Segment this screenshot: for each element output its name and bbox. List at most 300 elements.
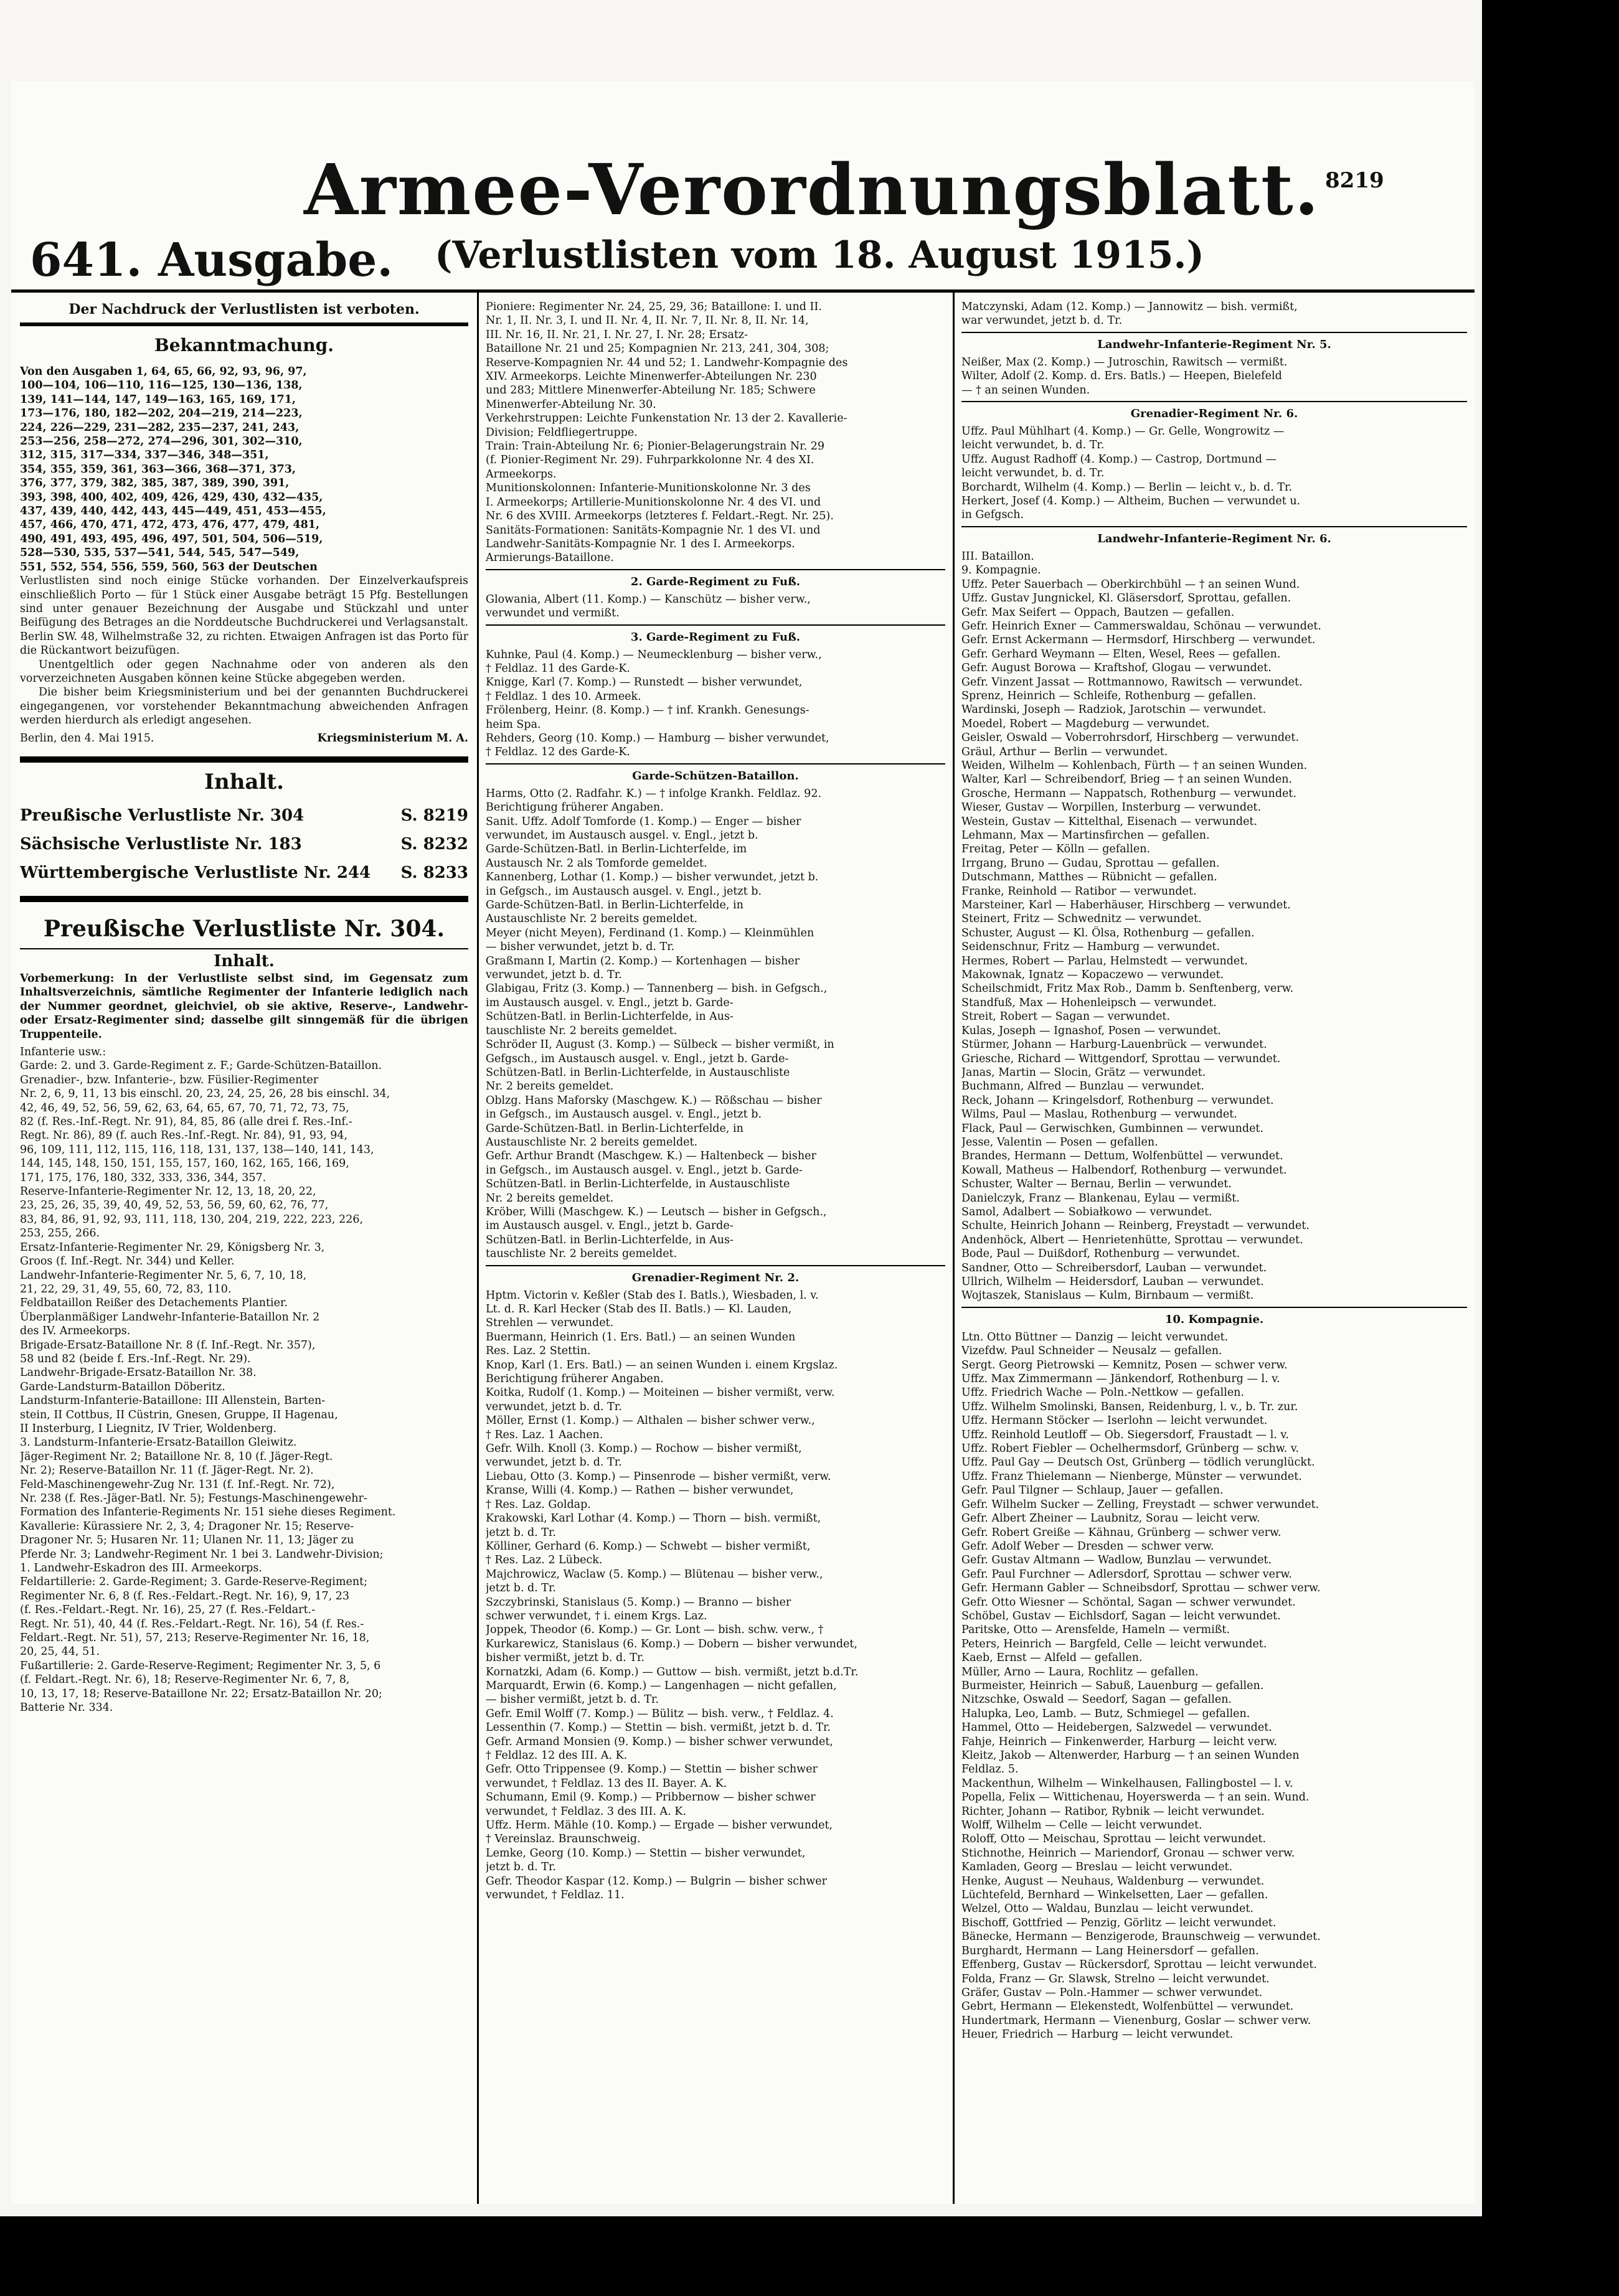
contents-title: Inhalt. [204, 769, 284, 794]
text-line: verwundet, † Feldlaz. 3 des III. A. K. [486, 1805, 686, 1818]
section-heading: Grenadier-Regiment Nr. 2. [631, 1271, 800, 1284]
text-line: 20, 25, 44, 51. [20, 1645, 100, 1658]
section-heading: 2. Garde-Regiment zu Fuß. [630, 575, 801, 588]
text-line: Schützen-Batl. in Berlin-Lichterfelde, in Austauschliste [486, 1066, 790, 1079]
text-line: Hundertmark, Hermann — Vienenburg, Goslar — schwer verw. [961, 2014, 1311, 2027]
text-line: Bischoff, Gottfried — Penzig, Görlitz — leicht verwundet. [961, 1916, 1277, 1929]
contents-entry [20, 859, 468, 887]
text-line: Richter, Johann — Ratibor, Rybnik — leicht verwundet. [961, 1805, 1265, 1818]
text-line: Knop, Karl (1. Ers. Batl.) — an seinen Wunden i. einem Krgslaz. [486, 1358, 838, 1371]
text-line: Gefr. Albert Zheiner — Laubnitz, Sorau — leicht verw. [961, 1512, 1260, 1525]
text-line: Kamladen, Georg — Breslau — leicht verwundet. [961, 1861, 1233, 1874]
page-number: 8219 [1325, 168, 1384, 193]
masthead-title: Armee-Verordnungsblatt. [304, 149, 1320, 231]
text-line: Kuhnke, Paul (4. Komp.) — Neumecklenburg — bisher verw., [486, 648, 822, 661]
text-line: Buermann, Heinrich (1. Ers. Batl.) — an seinen Wunden [486, 1330, 796, 1343]
text-line: Majchrowicz, Waclaw (5. Komp.) — Blütenau — bisher verw., [486, 1568, 823, 1581]
text-line: Scheilschmidt, Fritz Max Rob., Damm b. Senftenberg, verw. [961, 982, 1294, 995]
text-line: Freitag, Peter — Kölln — gefallen. [961, 843, 1151, 856]
section-heading: Landwehr-Infanterie-Regiment Nr. 6. [1097, 532, 1331, 545]
masthead-subtitle: (Verlustlisten vom 18. August 1915.) [435, 233, 1204, 277]
announcement-title: Bekanntmachung. [154, 335, 334, 355]
text-line: verwundet, jetzt b. d. Tr. [486, 1456, 622, 1469]
text-line: Feldart.-Regt. Nr. 51), 57, 213; Reserve-Regimenter Nr. 16, 18, [20, 1632, 370, 1645]
text-line: Popella, Felix — Wittichenau, Hoyerswerda — † an sein. Wund. [961, 1791, 1310, 1804]
text-line: Reck, Johann — Kringelsdorf, Rothenburg — verwundet. [961, 1094, 1274, 1107]
section-heading: Garde-Schützen-Bataillon. [632, 769, 799, 783]
column-rule-2 [953, 293, 955, 2204]
text-line: Batterie Nr. 334. [20, 1701, 113, 1715]
section-divider [961, 1307, 1467, 1308]
text-line: Geisler, Oswald — Voberrohrsdorf, Hirschberg — verwundet. [961, 732, 1300, 745]
text-line: † Vereinslaz. Braunschweig. [486, 1833, 641, 1846]
text-line: Fahje, Heinrich — Finkenwerder, Harburg — leicht verw. [961, 1735, 1277, 1748]
text-line: Berichtigung früherer Angaben. [486, 1373, 664, 1386]
text-line: † Res. Laz. Goldap. [486, 1498, 591, 1511]
text-line: Gefr. Wilhelm Sucker — Zelling, Freystadt — schwer verwundet. [961, 1498, 1319, 1511]
text-line: Infanterie usw.: [20, 1046, 106, 1058]
text-line: Pferde Nr. 3; Landwehr-Regiment Nr. 1 bei 3. Landwehr-Division; [20, 1548, 384, 1561]
text-line: Grenadier-, bzw. Infanterie-, bzw. Füsilier-Regimenter [20, 1073, 319, 1086]
text-line: Strehlen — verwundet. [486, 1317, 614, 1330]
text-line: Griesche, Richard — Wittgendorf, Sprottau — verwundet. [961, 1052, 1281, 1065]
text-line: Überplanmäßiger Landwehr-Infanterie-Bataillon Nr. 2 [20, 1310, 320, 1324]
text-line: Nr. 2, 6, 9, 11, 13 bis einschl. 20, 23, 24, 25, 26, 28 bis einschl. 34, [20, 1088, 390, 1101]
text-line: 528—530, 535, 537—541, 544, 545, 547—549, [20, 547, 300, 560]
text-line: 42, 46, 49, 52, 56, 59, 62, 63, 64, 65, 67, 70, 71, 72, 73, 75, [20, 1101, 349, 1114]
text-line: Weiden, Wilhelm — Kohlenbach, Fürth — † an seinen Wunden. [961, 759, 1308, 772]
text-line: 312, 315, 317—334, 337—346, 348—351, [20, 449, 269, 462]
text-line: verwundet, im Austausch ausgel. v. Engl., jetzt b. [486, 829, 758, 842]
column-2 [486, 300, 945, 2199]
text-line: Roloff, Otto — Meischau, Sprottau — leicht verwundet. [961, 1833, 1267, 1846]
text-line: 173—176, 180, 182—202, 204—219, 214—223, [20, 407, 303, 420]
contents-page: S. 8232 [400, 834, 468, 854]
text-line: Landwehr-Brigade-Ersatz-Bataillon Nr. 38. [20, 1367, 257, 1380]
text-line: — bisher verwundet, jetzt b. d. Tr. [486, 941, 675, 954]
text-line: Samol, Adalbert — Sobiałkowo — verwundet. [961, 1205, 1212, 1218]
text-line: Wilms, Paul — Maslau, Rothenburg — verwundet. [961, 1108, 1237, 1121]
section-divider [486, 569, 945, 570]
text-line: Kleitz, Jakob — Altenwerder, Harburg — † an seinen Wunden [961, 1749, 1300, 1762]
text-line: Henke, August — Neuhaus, Waldenburg — verwundet. [961, 1875, 1265, 1888]
list-subtitle: Inhalt. [214, 951, 275, 971]
text-line: Armierungs-Bataillone. [486, 552, 614, 565]
text-line: 21, 22, 29, 31, 49, 55, 60, 72, 83, 110. [20, 1282, 232, 1296]
text-line: Paritske, Otto — Arensfelde, Hameln — vermißt. [961, 1624, 1230, 1637]
text-line: Halupka, Leo, Lamb. — Butz, Schmiegel — gefallen. [961, 1707, 1250, 1720]
text-line: Glowania, Albert (11. Komp.) — Kanschütz — bisher verw., [486, 593, 811, 606]
text-line: leicht verwundet, b. d. Tr. [961, 439, 1105, 452]
text-line: Sanitäts-Formationen: Sanitäts-Kompagnie Nr. 1 des VI. und [486, 524, 821, 537]
text-line: Bode, Paul — Duißdorf, Rothenburg — verwundet. [961, 1248, 1240, 1261]
newspaper-page [11, 81, 1475, 2204]
text-line: verwundet, jetzt b. d. Tr. [486, 969, 622, 982]
text-line: II Insterburg, I Liegnitz, IV Trier, Woldenberg. [20, 1422, 277, 1435]
text-line: Gefr. Gustav Altmann — Wadlow, Bunzlau — verwundet. [961, 1554, 1272, 1567]
header-rule [11, 289, 1475, 293]
text-line: verwundet, jetzt b. d. Tr. [486, 1400, 622, 1413]
text-line: Dutschmann, Matthes — Rübnicht — gefallen. [961, 871, 1217, 884]
text-line: † Res. Laz. 2 Lübeck. [486, 1554, 603, 1567]
text-line: Gefr. Theodor Kaspar (12. Komp.) — Bulgrin — bisher schwer [486, 1875, 827, 1888]
casualty-continued [961, 300, 1467, 328]
text-line: Grosche, Hermann — Nappatsch, Rothenburg — verwundet. [961, 787, 1296, 800]
text-line: war verwundet, jetzt b. d. Tr. [961, 314, 1123, 327]
text-line: Landwehr-Sanitäts-Kompagnie Nr. 1 des I. Armeekorps. [486, 537, 795, 550]
text-line: Gefr. Ernst Ackermann — Hermsdorf, Hirschberg — verwundet. [961, 634, 1316, 647]
text-line: 224, 226—229, 231—282, 235—237, 241, 243, [20, 421, 300, 434]
scan-border-right [1482, 0, 1619, 2296]
contents-list [20, 801, 468, 887]
text-line: Austauschliste Nr. 2 bereits gemeldet. [486, 1136, 698, 1149]
text-line: Uffz. Robert Fiebler — Ochelhermsdorf, Grünberg — schw. v. [961, 1442, 1300, 1456]
contents-label: Preußische Verlustliste Nr. 304 [20, 806, 304, 825]
text-line: Heuer, Friedrich — Harburg — leicht verwundet. [961, 2028, 1234, 2041]
text-line: Landwehr-Infanterie-Regimenter Nr. 5, 6, 7, 10, 18, [20, 1269, 307, 1282]
text-line: Buchmann, Alfred — Bunzlau — verwundet. [961, 1080, 1204, 1093]
text-line: † Res. Laz. 1 Aachen. [486, 1428, 603, 1441]
text-line: tauschliste Nr. 2 bereits gemeldet. [486, 1024, 677, 1037]
text-line: Welzel, Otto — Waldau, Bunzlau — leicht verwundet. [961, 1903, 1253, 1916]
text-line: Uffz. Reinhold Leutloff — Ob. Siegersdorf, Fraustadt — l. v. [961, 1428, 1289, 1441]
text-line: — bisher vermißt, jetzt b. d. Tr. [486, 1693, 659, 1706]
text-line: Schützen-Batl. in Berlin-Lichterfelde, in Austauschliste [486, 1178, 790, 1191]
text-line: Nr. 6 des XVIII. Armeekorps (letzteres f. Feldart.-Regt. Nr. 25). [486, 510, 834, 523]
text-line: Verkehrstruppen: Leichte Funkenstation Nr. 13 der 2. Kavallerie- [486, 412, 847, 425]
text-line: Kannenberg, Lothar (1. Komp.) — bisher verwundet, jetzt b. [486, 871, 819, 884]
text-line: jetzt b. d. Tr. [486, 1861, 556, 1874]
text-line: Ersatz-Infanterie-Regimenter Nr. 29, Königsberg Nr. 3, [20, 1241, 325, 1254]
text-line: Walter, Karl — Schreibendorf, Brieg — † an seinen Wunden. [961, 773, 1293, 786]
text-line: Sanit. Uffz. Adolf Tomforde (1. Komp.) — Enger — bisher [486, 815, 801, 828]
section-divider [961, 526, 1467, 527]
text-line: Garde-Landsturm-Bataillon Döberitz. [20, 1380, 225, 1393]
text-line: Graßmann I, Martin (2. Komp.) — Kortenhagen — bisher [486, 954, 800, 967]
text-line: Nr. 2); Reserve-Bataillon Nr. 11 (f. Jäger-Regt. Nr. 2). [20, 1464, 314, 1477]
text-line: 171, 175, 176, 180, 332, 333, 336, 344, 357. [20, 1171, 267, 1184]
text-line: Feldartillerie: 2. Garde-Regiment; 3. Garde-Reserve-Regiment; [20, 1576, 368, 1589]
text-line: Uffz. Max Zimmermann — Jänkendorf, Rothenburg — l. v. [961, 1373, 1280, 1386]
text-line: Wieser, Gustav — Worpillen, Insterburg — verwundet. [961, 801, 1262, 814]
text-line: Janas, Martin — Slocin, Grätz — verwundet. [961, 1066, 1206, 1079]
text-line: Fußartillerie: 2. Garde-Reserve-Regiment; Regimenter Nr. 3, 5, 6 [20, 1659, 381, 1672]
text-line: Jesse, Valentin — Posen — gefallen. [961, 1136, 1158, 1149]
text-line: Schützen-Batl. in Berlin-Lichterfelde, in Aus- [486, 1233, 734, 1246]
text-line: stein, II Cottbus, II Cüstrin, Gnesen, Gruppe, II Hagenau, [20, 1408, 338, 1421]
text-line: Gefr. Otto Trippensee (9. Komp.) — Stettin — bisher schwer [486, 1763, 818, 1776]
text-line: Matczynski, Adam (12. Komp.) — Jannowitz — bish. vermißt, [961, 301, 1298, 313]
text-line: Joppek, Theodor (6. Komp.) — Gr. Lont — bish. schw. verw., † [486, 1624, 824, 1637]
text-line: Neißer, Max (2. Komp.) — Jutroschin, Rawitsch — vermißt. [961, 355, 1288, 369]
text-line: Vizefdw. Paul Schneider — Neusalz — gefallen. [961, 1345, 1222, 1358]
divider [20, 896, 468, 902]
text-line: Hammel, Otto — Heidebergen, Salzwedel — verwundet. [961, 1721, 1272, 1734]
text-line: in Gefgsch., im Austausch ausgel. v. Engl., jetzt b. Garde- [486, 1164, 803, 1177]
text-line: Gebrt, Hermann — Elekenstedt, Wolfenbüttel — verwundet. [961, 2000, 1294, 2013]
casualty-sections [961, 332, 1467, 2042]
text-line: Austauschliste Nr. 2 bereits gemeldet. [486, 913, 698, 926]
text-line: Flack, Paul — Gerwischken, Gumbinnen — verwundet. [961, 1122, 1264, 1135]
text-line: Wardinski, Joseph — Radziok, Jarotschin — verwundet. [961, 703, 1267, 717]
text-line: Uffz. Paul Mühlhart (4. Komp.) — Gr. Gelle, Wongrowitz — [961, 425, 1285, 438]
text-line: Lessenthin (7. Komp.) — Stettin — bish. vermißt, jetzt b. d. Tr. [486, 1721, 831, 1734]
contents-entry [20, 830, 468, 859]
text-line: Schröder II, August (3. Komp.) — Sülbeck — bisher vermißt, in [486, 1038, 834, 1052]
text-line: Krakowski, Karl Lothar (4. Komp.) — Thorn — bish. vermißt, [486, 1512, 821, 1525]
text-line: Kowall, Matheus — Halbendorf, Rothenburg — verwundet. [961, 1164, 1287, 1177]
text-line: Schützen-Batl. in Berlin-Lichterfelde, in Aus- [486, 1010, 734, 1023]
text-line: Feld-Maschinengewehr-Zug Nr. 131 (f. Inf.-Regt. Nr. 72), [20, 1478, 335, 1491]
text-line: Liebau, Otto (3. Komp.) — Pinsenrode — bisher vermißt, verw. [486, 1470, 831, 1483]
issue-number: 641. Ausgabe. [30, 233, 394, 287]
index-list [20, 1045, 468, 1715]
section-divider [486, 624, 945, 626]
text-line: Bataillone Nr. 21 und 25; Kompagnien Nr. 213, 241, 304, 308; [486, 342, 829, 355]
text-line: Gefr. Emil Wolff (7. Komp.) — Bülitz — bish. verw., † Feldlaz. 4. [486, 1707, 834, 1720]
text-line: Regt. Nr. 86), 89 (f. auch Res.-Inf.-Regt. Nr. 84), 91, 93, 94, [20, 1129, 348, 1142]
text-line: 58 und 82 (beide f. Ers.-Inf.-Regt. Nr. 29). [20, 1352, 251, 1365]
scan-border-bottom [0, 2216, 1619, 2296]
section-heading: Grenadier-Regiment Nr. 6. [1130, 407, 1298, 421]
text-line: 3. Landsturm-Infanterie-Ersatz-Bataillon Gleiwitz. [20, 1436, 297, 1449]
text-line: Marquardt, Erwin (6. Komp.) — Langenhagen — nicht gefallen, [486, 1679, 837, 1692]
text-line: 23, 25, 26, 35, 39, 40, 49, 52, 53, 56, 59, 60, 62, 76, 77, [20, 1199, 329, 1212]
text-line: Steinert, Fritz — Schwednitz — verwundet. [961, 913, 1202, 926]
text-line: Lt. d. R. Karl Hecker (Stab des II. Batls.) — Kl. Lauden, [486, 1303, 792, 1315]
text-line: Kornatzki, Adam (6. Komp.) — Guttow — bish. vermißt, jetzt b.d.Tr. [486, 1665, 859, 1678]
contents-label: Sächsische Verlustliste Nr. 183 [20, 834, 302, 854]
text-line: Schulte, Heinrich Johann — Reinberg, Freystadt — verwundet. [961, 1220, 1310, 1233]
text-line: Kavallerie: Kürassiere Nr. 2, 3, 4; Dragoner Nr. 15; Reserve- [20, 1520, 354, 1533]
text-line: Berichtigung früherer Angaben. [486, 801, 664, 814]
text-line: Pioniere: Regimenter Nr. 24, 25, 29, 36; Bataillone: I. und II. [486, 301, 822, 313]
text-line: Schumann, Emil (9. Komp.) — Pribbernow — bisher schwer [486, 1791, 816, 1804]
text-line: (f. Feldart.-Regt. Nr. 6), 18; Reserve-Regimenter Nr. 6, 7, 8, [20, 1673, 350, 1687]
text-line: (f. Res.-Feldart.-Regt. Nr. 16), 25, 27 (f. Res.-Feldart.- [20, 1604, 316, 1617]
text-line: 9. Kompagnie. [961, 564, 1041, 577]
text-line: † Feldlaz. 1 des 10. Armeek. [486, 690, 641, 703]
divider [20, 756, 468, 763]
text-line: Kölliner, Gerhard (6. Komp.) — Schwebt — bisher vermißt, [486, 1540, 811, 1553]
text-line: Munitionskolonnen: Infanterie-Munitionskolonne Nr. 3 des [486, 482, 811, 495]
text-line: Nr. 2 bereits gemeldet. [486, 1192, 614, 1205]
text-line: Brigade-Ersatz-Bataillone Nr. 8 (f. Inf.-Regt. Nr. 357), [20, 1339, 316, 1352]
divider [20, 948, 468, 949]
text-line: Meyer (nicht Meyen), Ferdinand (1. Komp.) — Kleinmühlen [486, 926, 814, 939]
text-line: — † an seinen Wunden. [961, 383, 1090, 397]
text-line: in Gefgsch., im Austausch ausgel. v. Engl., jetzt b. [486, 1108, 762, 1121]
text-line: im Austausch ausgel. v. Engl., jetzt b. Garde- [486, 996, 734, 1009]
text-line: Stürmer, Johann — Harburg-Lauenbrück — verwundet. [961, 1038, 1267, 1052]
text-line: Wilter, Adolf (2. Komp. d. Ers. Batls.) — Heepen, Bielefeld [961, 370, 1282, 383]
divider [20, 322, 468, 326]
text-line: Nr. 238 (f. Res.-Jäger-Batl. Nr. 5); Festungs-Maschinengewehr- [20, 1492, 367, 1505]
text-line: Gefr. Paul Tilgner — Schlaup, Jauer — gefallen. [961, 1484, 1224, 1497]
text-line: Garde: 2. und 3. Garde-Regiment z. F.; Garde-Schützen-Bataillon. [20, 1060, 382, 1073]
text-line: Uffz. Peter Sauerbach — Oberkirchbühl — † an seinen Wund. [961, 578, 1300, 591]
section-heading: 3. Garde-Regiment zu Fuß. [630, 630, 801, 644]
text-line: (f. Pionier-Regiment Nr. 29). Fuhrparkkolonne Nr. 4 des XI. [486, 454, 814, 467]
text-line: des IV. Armeekorps. [20, 1325, 131, 1338]
text-line: im Austausch ausgel. v. Engl., jetzt b. Garde- [486, 1220, 734, 1233]
text-line: Ltn. Otto Büttner — Danzig — leicht verwundet. [961, 1330, 1229, 1343]
text-line: 457, 466, 470, 471, 472, 473, 476, 477, 479, 481, [20, 519, 320, 532]
section-heading: 10. Kompagnie. [1164, 1312, 1264, 1326]
text-line: Gefr. Robert Greiße — Kähnau, Grünberg — schwer verw. [961, 1526, 1282, 1539]
text-line: Gefr. Gerhard Weymann — Elten, Wesel, Rees — gefallen. [961, 647, 1281, 661]
text-line: Moedel, Robert — Magdeburg — verwundet. [961, 717, 1210, 730]
text-line: 551, 552, 554, 556, 559, 560, 563 der Deutschen [20, 560, 318, 573]
text-line: Armeekorps. [486, 468, 557, 481]
text-line: † Feldlaz. 11 des Garde-K. [486, 662, 630, 675]
text-line: Feldlaz. 5. [961, 1763, 1019, 1776]
text-line: Frölenberg, Heinr. (8. Komp.) — † inf. Krankh. Genesungs- [486, 704, 810, 717]
text-line: Gefr. Hermann Gabler — Schneibsdorf, Sprottau — schwer verw. [961, 1582, 1321, 1595]
text-line: Uffz. Gustav Jungnickel, Kl. Gläsersdorf, Sprottau, gefallen. [961, 592, 1291, 605]
section-divider [486, 763, 945, 765]
text-line: Stichnothe, Heinrich — Mariendorf, Gronau — schwer verw. [961, 1847, 1295, 1860]
text-line: I. Armeekorps; Artillerie-Munitionskolonne Nr. 4 des VI. und [486, 496, 821, 509]
signature-ministry: Kriegsministerium M. A. [317, 732, 468, 745]
text-line: Seidenschnur, Fritz — Hamburg — verwundet. [961, 941, 1220, 954]
text-line: Gefr. August Borowa — Kraftshof, Glogau — verwundet. [961, 662, 1272, 675]
text-line: Sprenz, Heinrich — Schleife, Rothenburg — gefallen. [961, 689, 1257, 702]
text-line: Gefr. Heinrich Exner — Cammerswaldau, Schönau — verwundet. [961, 619, 1321, 633]
text-line: 490, 491, 493, 495, 496, 497, 501, 504, 506—519, [20, 532, 323, 545]
text-line: Glabigau, Fritz (3. Komp.) — Tannenberg — bish. in Gefgsch., [486, 982, 828, 995]
text-line: Groos (f. Inf.-Regt. Nr. 344) und Keller. [20, 1255, 235, 1268]
text-line: Gefr. Otto Wiesner — Schöntal, Sagan — schwer verwundet. [961, 1596, 1296, 1609]
text-line: Szczybrinski, Stanislaus (5. Komp.) — Branno — bisher [486, 1596, 791, 1609]
text-line: 253, 255, 266. [20, 1227, 100, 1240]
text-line: Reserve-Kompagnien Nr. 44 und 52; 1. Landwehr-Kompagnie des [486, 356, 848, 369]
section-divider [486, 1265, 945, 1266]
section-divider [961, 401, 1467, 402]
text-line: Gräul, Arthur — Berlin — verwundet. [961, 745, 1168, 758]
text-line: Train: Train-Abteilung Nr. 6; Pionier-Belagerungstrain Nr. 29 [486, 440, 824, 453]
contents-label: Württembergische Verlustliste Nr. 244 [20, 863, 371, 882]
text-line: Landsturm-Infanterie-Bataillone: III Allenstein, Barten- [20, 1395, 326, 1408]
text-line: verwundet, † Feldlaz. 11. [486, 1889, 625, 1902]
text-line: Regimenter Nr. 6, 8 (f. Res.-Feldart.-Regt. Nr. 16), 9, 17, 23 [20, 1589, 350, 1602]
announcement-text-2: Unentgeltlich oder gegen Nachnahme oder von anderen als den vorverzeichneten Ausgaben können keine Stücke abgegeben werden. [20, 658, 468, 685]
text-line: Garde-Schützen-Batl. in Berlin-Lichterfelde, in [486, 1122, 743, 1135]
signature-date: Berlin, den 4. Mai 1915. [20, 732, 154, 745]
text-line: Gräfer, Gustav — Poln.-Hammer — schwer verwundet. [961, 1986, 1263, 1999]
text-line: Sandner, Otto — Schreibersdorf, Lauban — verwundet. [961, 1261, 1267, 1274]
text-line: 96, 109, 111, 112, 115, 116, 118, 131, 137, 138—140, 141, 143, [20, 1143, 374, 1156]
text-line: Borchardt, Wilhelm (4. Komp.) — Berlin — leicht v., b. d. Tr. [961, 481, 1293, 494]
text-line: 82 (f. Res.-Inf.-Regt. Nr. 91), 84, 85, 86 (alle drei f. Res.-Inf.- [20, 1116, 352, 1129]
text-line: Lemke, Georg (10. Komp.) — Stettin — bisher verwundet, [486, 1847, 806, 1860]
text-line: 10, 13, 17, 18; Reserve-Bataillone Nr. 22; Ersatz-Bataillon Nr. 20; [20, 1687, 382, 1700]
text-line: XIV. Armeekorps. Leichte Minenwerfer-Abteilungen Nr. 230 [486, 370, 817, 383]
text-line: Schöbel, Gustav — Eichlsdorf, Sagan — leicht verwundet. [961, 1609, 1281, 1622]
text-line: Uffz. Paul Gay — Deutsch Ost, Grünberg — tödlich verunglückt. [961, 1456, 1315, 1469]
text-line: Danielczyk, Franz — Blankenau, Eylau — vermißt. [961, 1192, 1240, 1205]
text-line: Oblzg. Hans Maforsky (Maschgew. K.) — Rößschau — bisher [486, 1094, 822, 1107]
text-line: Uffz. Franz Thielemann — Nienberge, Münster — verwundet. [961, 1470, 1302, 1483]
text-line: schwer verwundet, † i. einem Krgs. Laz. [486, 1609, 707, 1622]
text-line: Uffz. August Radhoff (4. Komp.) — Castrop, Dortmund — [961, 453, 1277, 466]
text-line: Garde-Schützen-Batl. in Berlin-Lichterfelde, im [486, 843, 747, 856]
text-line: Dragoner Nr. 5; Husaren Nr. 11; Ulanen Nr. 11, 13; Jäger zu [20, 1534, 354, 1547]
text-line: Standfuß, Max — Hohenleipsch — verwundet. [961, 996, 1217, 1009]
text-line: leicht verwundet, b. d. Tr. [961, 467, 1105, 480]
text-line: Gefgsch., im Austausch ausgel. v. Engl., jetzt b. Garde- [486, 1052, 789, 1065]
text-line: Gefr. Vinzent Jassat — Rottmannowo, Rawitsch — verwundet. [961, 675, 1303, 689]
text-line: Uffz. Wilhelm Smolinski, Bansen, Reidenburg, l. v., b. Tr. zur. [961, 1400, 1298, 1413]
text-line: Mackenthun, Wilhelm — Winkelhausen, Fallingbostel — l. v. [961, 1777, 1293, 1790]
text-line: Uffz. Herm. Mähle (10. Komp.) — Ergade — bisher verwundet, [486, 1819, 833, 1832]
text-line: Feldbataillon Reißer des Detachements Plantier. [20, 1297, 288, 1310]
text-line: 100—104, 106—110, 116—125, 130—136, 138, [20, 379, 303, 392]
text-line: Gefr. Paul Furchner — Adlersdorf, Sprottau — schwer verw. [961, 1568, 1292, 1581]
reprint-notice: Der Nachdruck der Verlustlisten ist verboten. [68, 301, 420, 318]
text-line: Nitzschke, Oswald — Seedorf, Sagan — gefallen. [961, 1693, 1232, 1706]
text-line: Bänecke, Hermann — Benzigerode, Braunschweig — verwundet. [961, 1931, 1321, 1944]
text-line: Burmeister, Heinrich — Sabuß, Lauenburg — gefallen. [961, 1679, 1264, 1692]
text-line: Kröber, Willi (Maschgew. K.) — Leutsch — bisher in Gefgsch., [486, 1205, 827, 1218]
text-line: 437, 439, 440, 442, 443, 445—449, 451, 453—455, [20, 505, 326, 518]
text-line: Gefr. Max Seifert — Oppach, Bautzen — gefallen. [961, 606, 1235, 619]
text-line: Marsteiner, Karl — Haberhäuser, Hirschberg — verwundet. [961, 899, 1291, 912]
text-line: Garde-Schützen-Batl. in Berlin-Lichterfelde, in [486, 899, 743, 912]
text-line: tauschliste Nr. 2 bereits gemeldet. [486, 1248, 677, 1261]
text-line: † Feldlaz. 12 des Garde-K. [486, 746, 630, 759]
text-line: Minenwerfer-Abteilung Nr. 30. [486, 398, 656, 411]
text-line: 1. Landwehr-Eskadron des III. Armeekorps. [20, 1562, 262, 1575]
text-line: Brandes, Hermann — Dettum, Wolfenbüttel — verwundet. [961, 1150, 1283, 1163]
text-line: Folda, Franz — Gr. Slawsk, Strelno — leicht verwundet. [961, 1972, 1270, 1985]
text-line: Von den Ausgaben 1, 64, 65, 66, 92, 93, 96, 97, [20, 365, 307, 378]
text-line: Division; Feldfliegertruppe. [486, 426, 638, 439]
preliminary-remark: Vorbemerkung: In der Verlustliste selbst sind, im Gegensatz zum Inhaltsverzeichnis, sämtliche Regimenter der Infanterie lediglich nach der Nummer geordnet, gleichviel, ob sie aktive, Reserve-, Landwehr- oder Ersatz-Regimenter sind; dasselbe gilt sinngemäß für die übrigen Truppenteile. [20, 972, 468, 1041]
column-3 [961, 300, 1467, 2199]
text-line: Uffz. Friedrich Wache — Poln.-Nettkow — gefallen. [961, 1386, 1245, 1400]
text-line: 139, 141—144, 147, 149—163, 165, 169, 171, [20, 393, 296, 406]
text-line: Harms, Otto (2. Radfahr. K.) — † infolge Krankh. Feldlaz. 92. [486, 787, 822, 800]
text-line: 393, 398, 400, 402, 409, 426, 429, 430, 432—435, [20, 491, 323, 504]
text-line: Gefr. Arthur Brandt (Maschgew. K.) — Haltenbeck — bisher [486, 1150, 816, 1163]
text-line: Peters, Heinrich — Bargfeld, Celle — leicht verwundet. [961, 1637, 1267, 1650]
text-line: Andenhöck, Albert — Henrietenhütte, Sprottau — verwundet. [961, 1233, 1303, 1246]
column-rule-1 [477, 293, 479, 2204]
text-line: Lüchtefeld, Bernhard — Winkelsetten, Laer — gefallen. [961, 1889, 1268, 1902]
text-line: Gefr. Armand Monsien (9. Komp.) — bisher schwer verwundet, [486, 1735, 833, 1748]
text-line: Wolff, Wilhelm — Celle — leicht verwundet. [961, 1819, 1202, 1832]
contents-entry [20, 801, 468, 830]
text-line: heim Spa. [486, 718, 541, 731]
text-line: Nr. 1, II. Nr. 3, I. und II. Nr. 4, II. Nr. 7, II. Nr. 8, II. Nr. 14, [486, 314, 809, 327]
text-line: 253—256, 258—272, 274—296, 301, 302—310, [20, 435, 303, 448]
text-line: Schuster, August — Kl. Ölsa, Rothenburg — gefallen. [961, 926, 1255, 939]
text-line: Koitka, Rudolf (1. Komp.) — Moiteinen — bisher vermißt, verw. [486, 1386, 835, 1400]
text-line: verwundet, † Feldlaz. 13 des II. Bayer. A. K. [486, 1777, 727, 1790]
column-1 [20, 300, 468, 2199]
casualty-sections [486, 569, 945, 1903]
index-continued [486, 300, 945, 565]
text-line: 144, 145, 148, 150, 151, 155, 157, 160, 162, 165, 166, 169, [20, 1157, 349, 1170]
text-line: Effenberg, Gustav — Rückersdorf, Sprottau — leicht verwundet. [961, 1959, 1317, 1972]
text-line: Müller, Arno — Laura, Rochlitz — gefallen. [961, 1665, 1199, 1678]
text-line: Schuster, Walter — Bernau, Berlin — verwundet. [961, 1178, 1232, 1191]
text-line: Franke, Reinhold — Ratibor — verwundet. [961, 885, 1197, 898]
section-heading: Landwehr-Infanterie-Regiment Nr. 5. [1097, 337, 1331, 351]
text-line: Streit, Robert — Sagan — verwundet. [961, 1010, 1171, 1023]
text-line: 376, 377, 379, 382, 385, 387, 389, 390, 391, [20, 477, 290, 490]
